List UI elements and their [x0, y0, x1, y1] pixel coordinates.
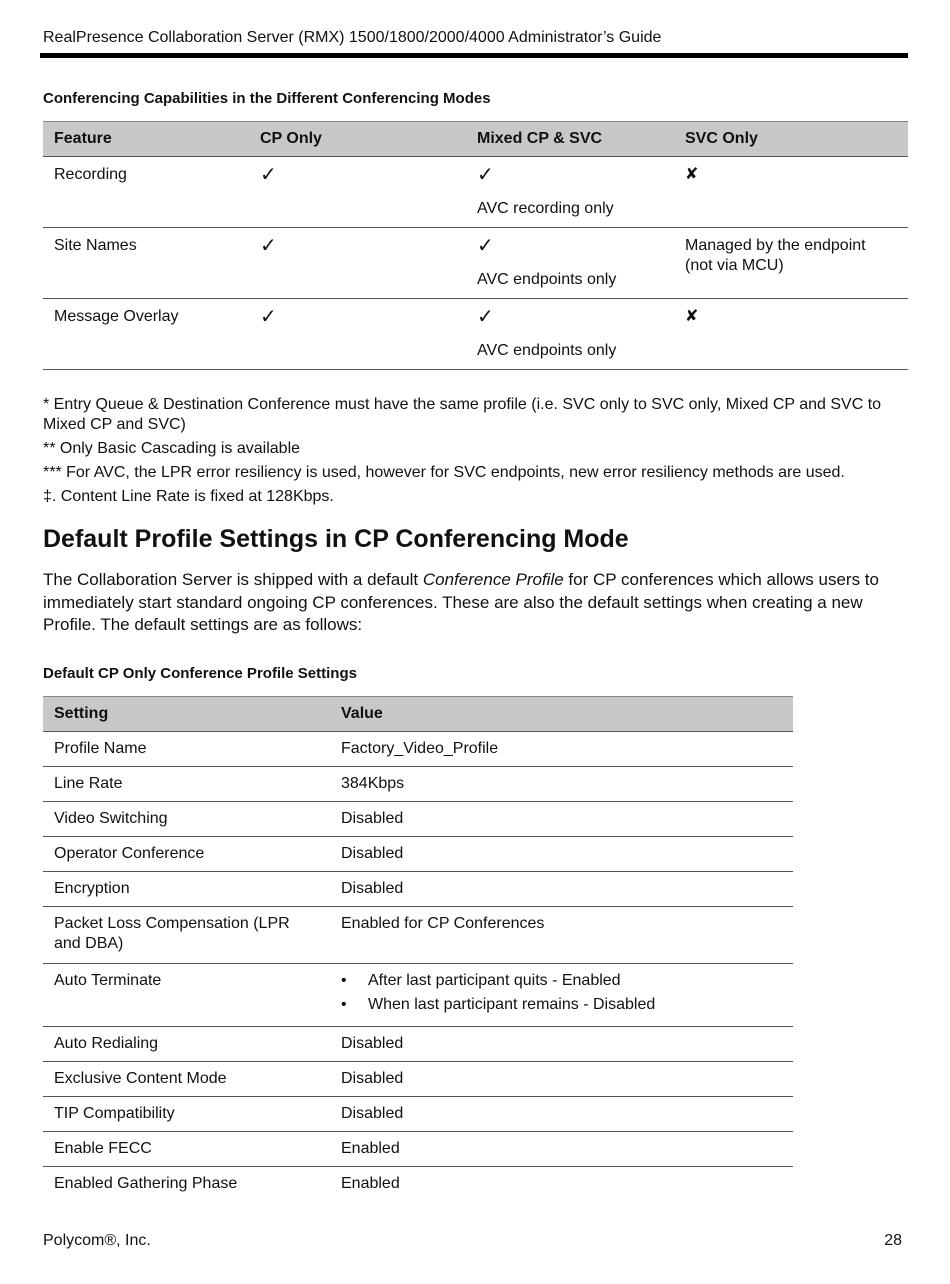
svc-cell: Managed by the endpoint (not via MCU) — [674, 228, 908, 299]
footnote: *** For AVC, the LPR error resiliency is used, however for SVC endpoints, new error resiliency methods are used. — [43, 464, 845, 481]
mixed-note: AVC endpoints only — [477, 271, 617, 288]
value-cell: Disabled — [330, 802, 793, 837]
feature-cell: Message Overlay — [43, 299, 249, 370]
section-heading: Default Profile Settings in CP Conferencing Mode — [43, 525, 629, 553]
intro-paragraph — [43, 569, 903, 637]
para-emphasis: Conference Profile — [422, 570, 564, 589]
value-cell: Factory_Video_Profile — [330, 732, 793, 767]
check-icon: ✓ — [260, 164, 277, 186]
list-item: • When last participant remains - Disabled — [341, 995, 782, 1015]
table-row — [43, 732, 793, 767]
header-rule — [40, 53, 908, 58]
table-row — [43, 157, 908, 228]
table-row — [43, 964, 793, 1027]
mixed-note: AVC recording only — [477, 200, 614, 217]
setting-cell: Exclusive Content Mode — [43, 1062, 330, 1097]
check-icon: ✓ — [260, 235, 277, 257]
check-icon: ✓ — [260, 306, 277, 328]
value-cell: Disabled — [330, 837, 793, 872]
column-header: Mixed CP & SVC — [466, 122, 674, 157]
table-row — [43, 872, 793, 907]
column-header: CP Only — [249, 122, 466, 157]
para-text: The Collaboration Server is shipped with a default — [43, 570, 423, 589]
table-row — [43, 837, 793, 872]
column-header: SVC Only — [674, 122, 908, 157]
feature-cell: Recording — [43, 157, 249, 228]
setting-cell: Enabled Gathering Phase — [54, 1175, 238, 1192]
para-text: for CP conferences which allows users to immediately start standard ongoing CP conferences. These are also the default settings when creating a new Profile. The default settings are as follows: — [43, 570, 879, 634]
column-header: Feature — [43, 122, 249, 157]
value-cell: Disabled — [330, 1097, 793, 1132]
setting-cell: Auto Terminate — [43, 964, 330, 1027]
footnote: * Entry Queue & Destination Conference must have the same profile (i.e. SVC only to SVC only, Mixed CP and SVC to Mixed CP and SVC) — [43, 396, 882, 433]
setting-cell: Enable FECC — [43, 1132, 330, 1167]
capabilities-caption: Conferencing Capabilities in the Different Conferencing Modes — [43, 90, 491, 107]
table-row — [43, 228, 908, 299]
value-cell: Enabled — [341, 1175, 400, 1192]
value-cell: Enabled — [330, 1132, 793, 1167]
setting-cell: Auto Redialing — [43, 1027, 330, 1062]
value-cell: 384Kbps — [330, 767, 793, 802]
table-row — [43, 1097, 793, 1132]
defaults-table — [43, 696, 793, 1201]
footnote: ** Only Basic Cascading is available — [43, 440, 301, 457]
table-row — [43, 1027, 793, 1062]
table-row — [43, 1062, 793, 1097]
setting-cell: TIP Compatibility — [43, 1097, 330, 1132]
setting-cell: Profile Name — [43, 732, 330, 767]
setting-cell: Video Switching — [43, 802, 330, 837]
footer-company: Polycom®, Inc. — [43, 1232, 151, 1249]
list-item: • After last participant quits - Enabled — [341, 971, 782, 991]
footnotes — [43, 395, 905, 511]
value-cell: Disabled — [330, 1027, 793, 1062]
setting-cell: Operator Conference — [43, 837, 330, 872]
value-cell — [330, 964, 793, 1027]
value-cell: Disabled — [330, 1062, 793, 1097]
check-icon: ✓ — [477, 164, 494, 186]
table-row — [43, 299, 908, 370]
cross-icon: ✘ — [685, 308, 699, 325]
running-header: RealPresence Collaboration Server (RMX) 1500/1800/2000/4000 Administrator’s Guide — [43, 29, 662, 46]
table-row — [43, 907, 793, 964]
bullet-list — [341, 971, 782, 1015]
table-row — [43, 1132, 793, 1167]
defaults-caption: Default CP Only Conference Profile Settings — [43, 665, 357, 682]
table-row — [43, 1167, 793, 1202]
setting-cell: Packet Loss Compensation (LPR and DBA) — [43, 907, 330, 964]
table-header-row — [43, 697, 793, 732]
mixed-note: AVC endpoints only — [477, 342, 617, 359]
check-icon: ✓ — [477, 235, 494, 257]
capabilities-table — [43, 121, 908, 370]
footnote: ‡. Content Line Rate is fixed at 128Kbps. — [43, 488, 334, 505]
column-header: Setting — [43, 697, 330, 732]
page-number: 28 — [884, 1232, 902, 1249]
table-row — [43, 802, 793, 837]
setting-cell: Line Rate — [43, 767, 330, 802]
feature-cell: Site Names — [43, 228, 249, 299]
cross-icon: ✘ — [685, 166, 699, 183]
value-cell: Enabled for CP Conferences — [330, 907, 793, 964]
value-cell: Disabled — [330, 872, 793, 907]
check-icon: ✓ — [477, 306, 494, 328]
setting-cell: Encryption — [43, 872, 330, 907]
table-header-row — [43, 122, 908, 157]
table-row — [43, 767, 793, 802]
column-header: Value — [330, 697, 793, 732]
